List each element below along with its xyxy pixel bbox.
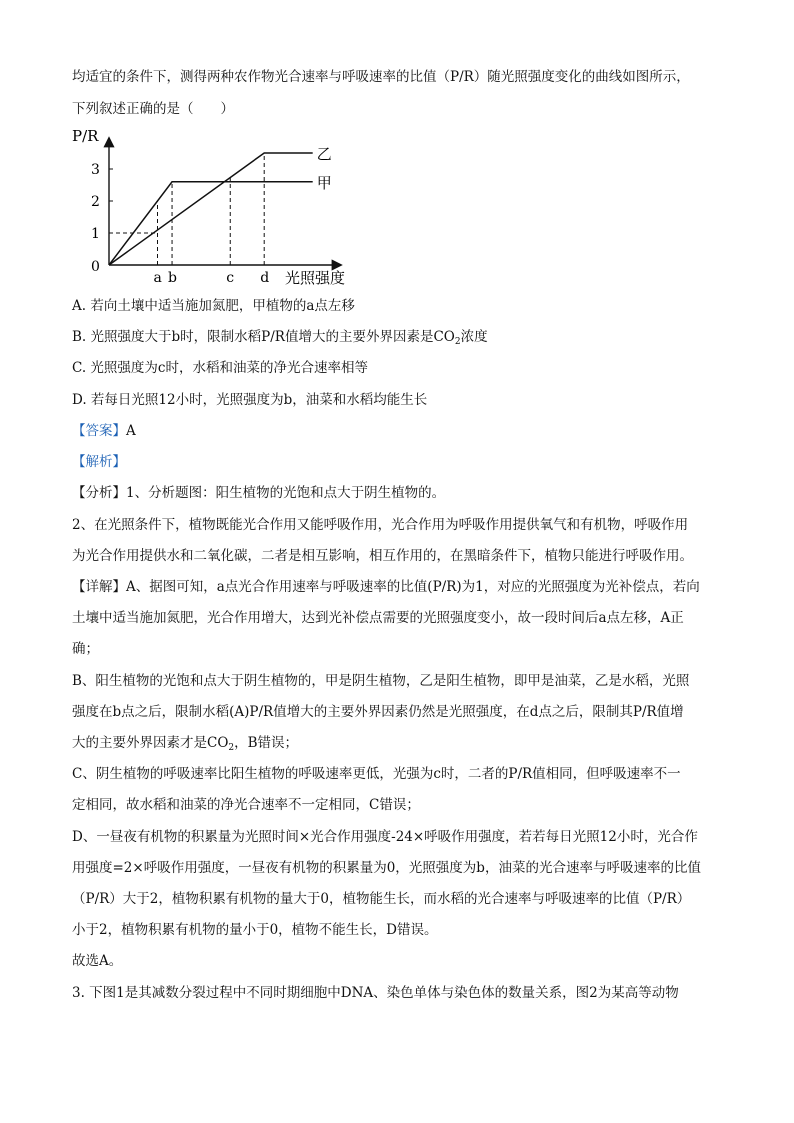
series-lines xyxy=(109,153,313,265)
analysis-b-l1: B、阳生植物的光饱和点大于阴生植物的，甲是阴生植物，乙是阳生植物，即甲是油菜，乙是水稻，光照 xyxy=(72,673,690,689)
x-tick-label-c: c xyxy=(226,270,235,286)
analysis-d-l2: 用强度=2×呼吸作用强度，一昼夜有机物的积累量为0，光照强度为b，油菜的光合速率与呼吸速率的比值 xyxy=(72,860,701,876)
option-d: D. 若每日光照12小时，光照强度为b，油菜和水稻均能生长 xyxy=(72,392,428,408)
analysis-b-l2: 强度在b点之后，限制水稻(A)P/R值增大的主要外界因素仍然是光照强度，在d点之后，限制其P/R值增 xyxy=(72,704,684,720)
option-b: B. 光照强度大于b时，限制水稻P/R值增大的主要外界因素是$CO_2$浓度 xyxy=(72,329,488,347)
analysis-b-l3: 大的主要外界因素才是$CO_2$，B错误； xyxy=(72,735,299,753)
x-tick-label-d: d xyxy=(260,270,270,286)
option-c: C. 光照强度为c时，水稻和油菜的净光合速率相等 xyxy=(72,360,368,376)
pr-light-chart xyxy=(70,123,370,288)
analysis-c-l1: C、阴生植物的呼吸速率比阳生植物的呼吸速率更低，光强为c时，二者的P/R值相同，但呼吸速率不一 xyxy=(72,766,681,782)
analysis-a-l1: 【详解】A、据图可知，a点光合作用速率与呼吸速率的比值(P/R)为1，对应的光照强度为光补偿点，若向 xyxy=(72,579,700,595)
analysis-d-l4: 小于2，植物积累有机物的量小于0，植物不能生长，D错误。 xyxy=(72,922,438,938)
x-tick-label-a: a xyxy=(153,270,162,286)
stem-line-2: 下列叙述正确的是（ ） xyxy=(72,101,234,117)
analysis-p2-l2: 为光合作用提供水和二氧化碳，二者是相互影响，相互作用的，在黑暗条件下，植物只能进行呼吸作用。 xyxy=(72,548,693,564)
analysis-conclusion: 故选A。 xyxy=(72,953,123,969)
analysis-a-l2: 土壤中适当施加氮肥，光合作用增大，达到光补偿点需要的光照强度变小，故一段时间后a点左移，A正 xyxy=(72,610,684,626)
curve-label-yi: 乙 xyxy=(316,145,332,163)
curve-label-jia: 甲 xyxy=(316,173,332,192)
analysis-d-l1: D、一昼夜有机物的积累量为光照时间×光合作用强度-24×呼吸作用强度，若若每日光照12小时，光合作 xyxy=(72,829,698,845)
y-axis-label: P/R xyxy=(72,127,99,145)
x-tick-label-b: b xyxy=(168,270,178,286)
y-tick-label-2: 2 xyxy=(91,194,100,210)
analysis-heading: 【解析】 xyxy=(72,454,126,470)
origin-label: 0 xyxy=(91,259,100,275)
y-tick-label-3: 3 xyxy=(91,162,100,178)
y-tick-label-1: 1 xyxy=(91,226,100,242)
analysis-c-l2: 定相同，故水稻和油菜的净光合速率不一定相同，C错误； xyxy=(72,797,420,813)
series-line-1 xyxy=(109,153,313,265)
option-a: A. 若向土壤中适当施加氮肥，甲植物的a点左移 xyxy=(72,298,355,314)
x-axis-label: 光照强度 xyxy=(285,269,346,287)
series-line-0 xyxy=(109,182,313,265)
stem-line-1: 均适宜的条件下，测得两种农作物光合速率与呼吸速率的比值（P/R）随光照强度变化的曲线如图所示， xyxy=(72,69,690,85)
analysis-p1: 【分析】1、分析题图：阳生植物的光饱和点大于阴生植物的。 xyxy=(72,485,446,501)
next-question: 3. 下图1是其减数分裂过程中不同时期细胞中DNA、染色单体与染色体的数量关系，图2为某高等动物 xyxy=(72,985,679,1001)
analysis-p2-l1: 2、在光照条件下，植物既能光合作用又能呼吸作用，光合作用为呼吸作用提供氧气和有机物，呼吸作用 xyxy=(72,517,689,533)
answer: 【答案】A xyxy=(72,423,136,439)
analysis-a-l3: 确； xyxy=(72,641,99,657)
analysis-d-l3: （P/R）大于2，植物积累有机物的量大于0，植物能生长，而水稻的光合速率与呼吸速率的比值（P/R） xyxy=(72,891,691,907)
x-ticks xyxy=(154,270,270,286)
